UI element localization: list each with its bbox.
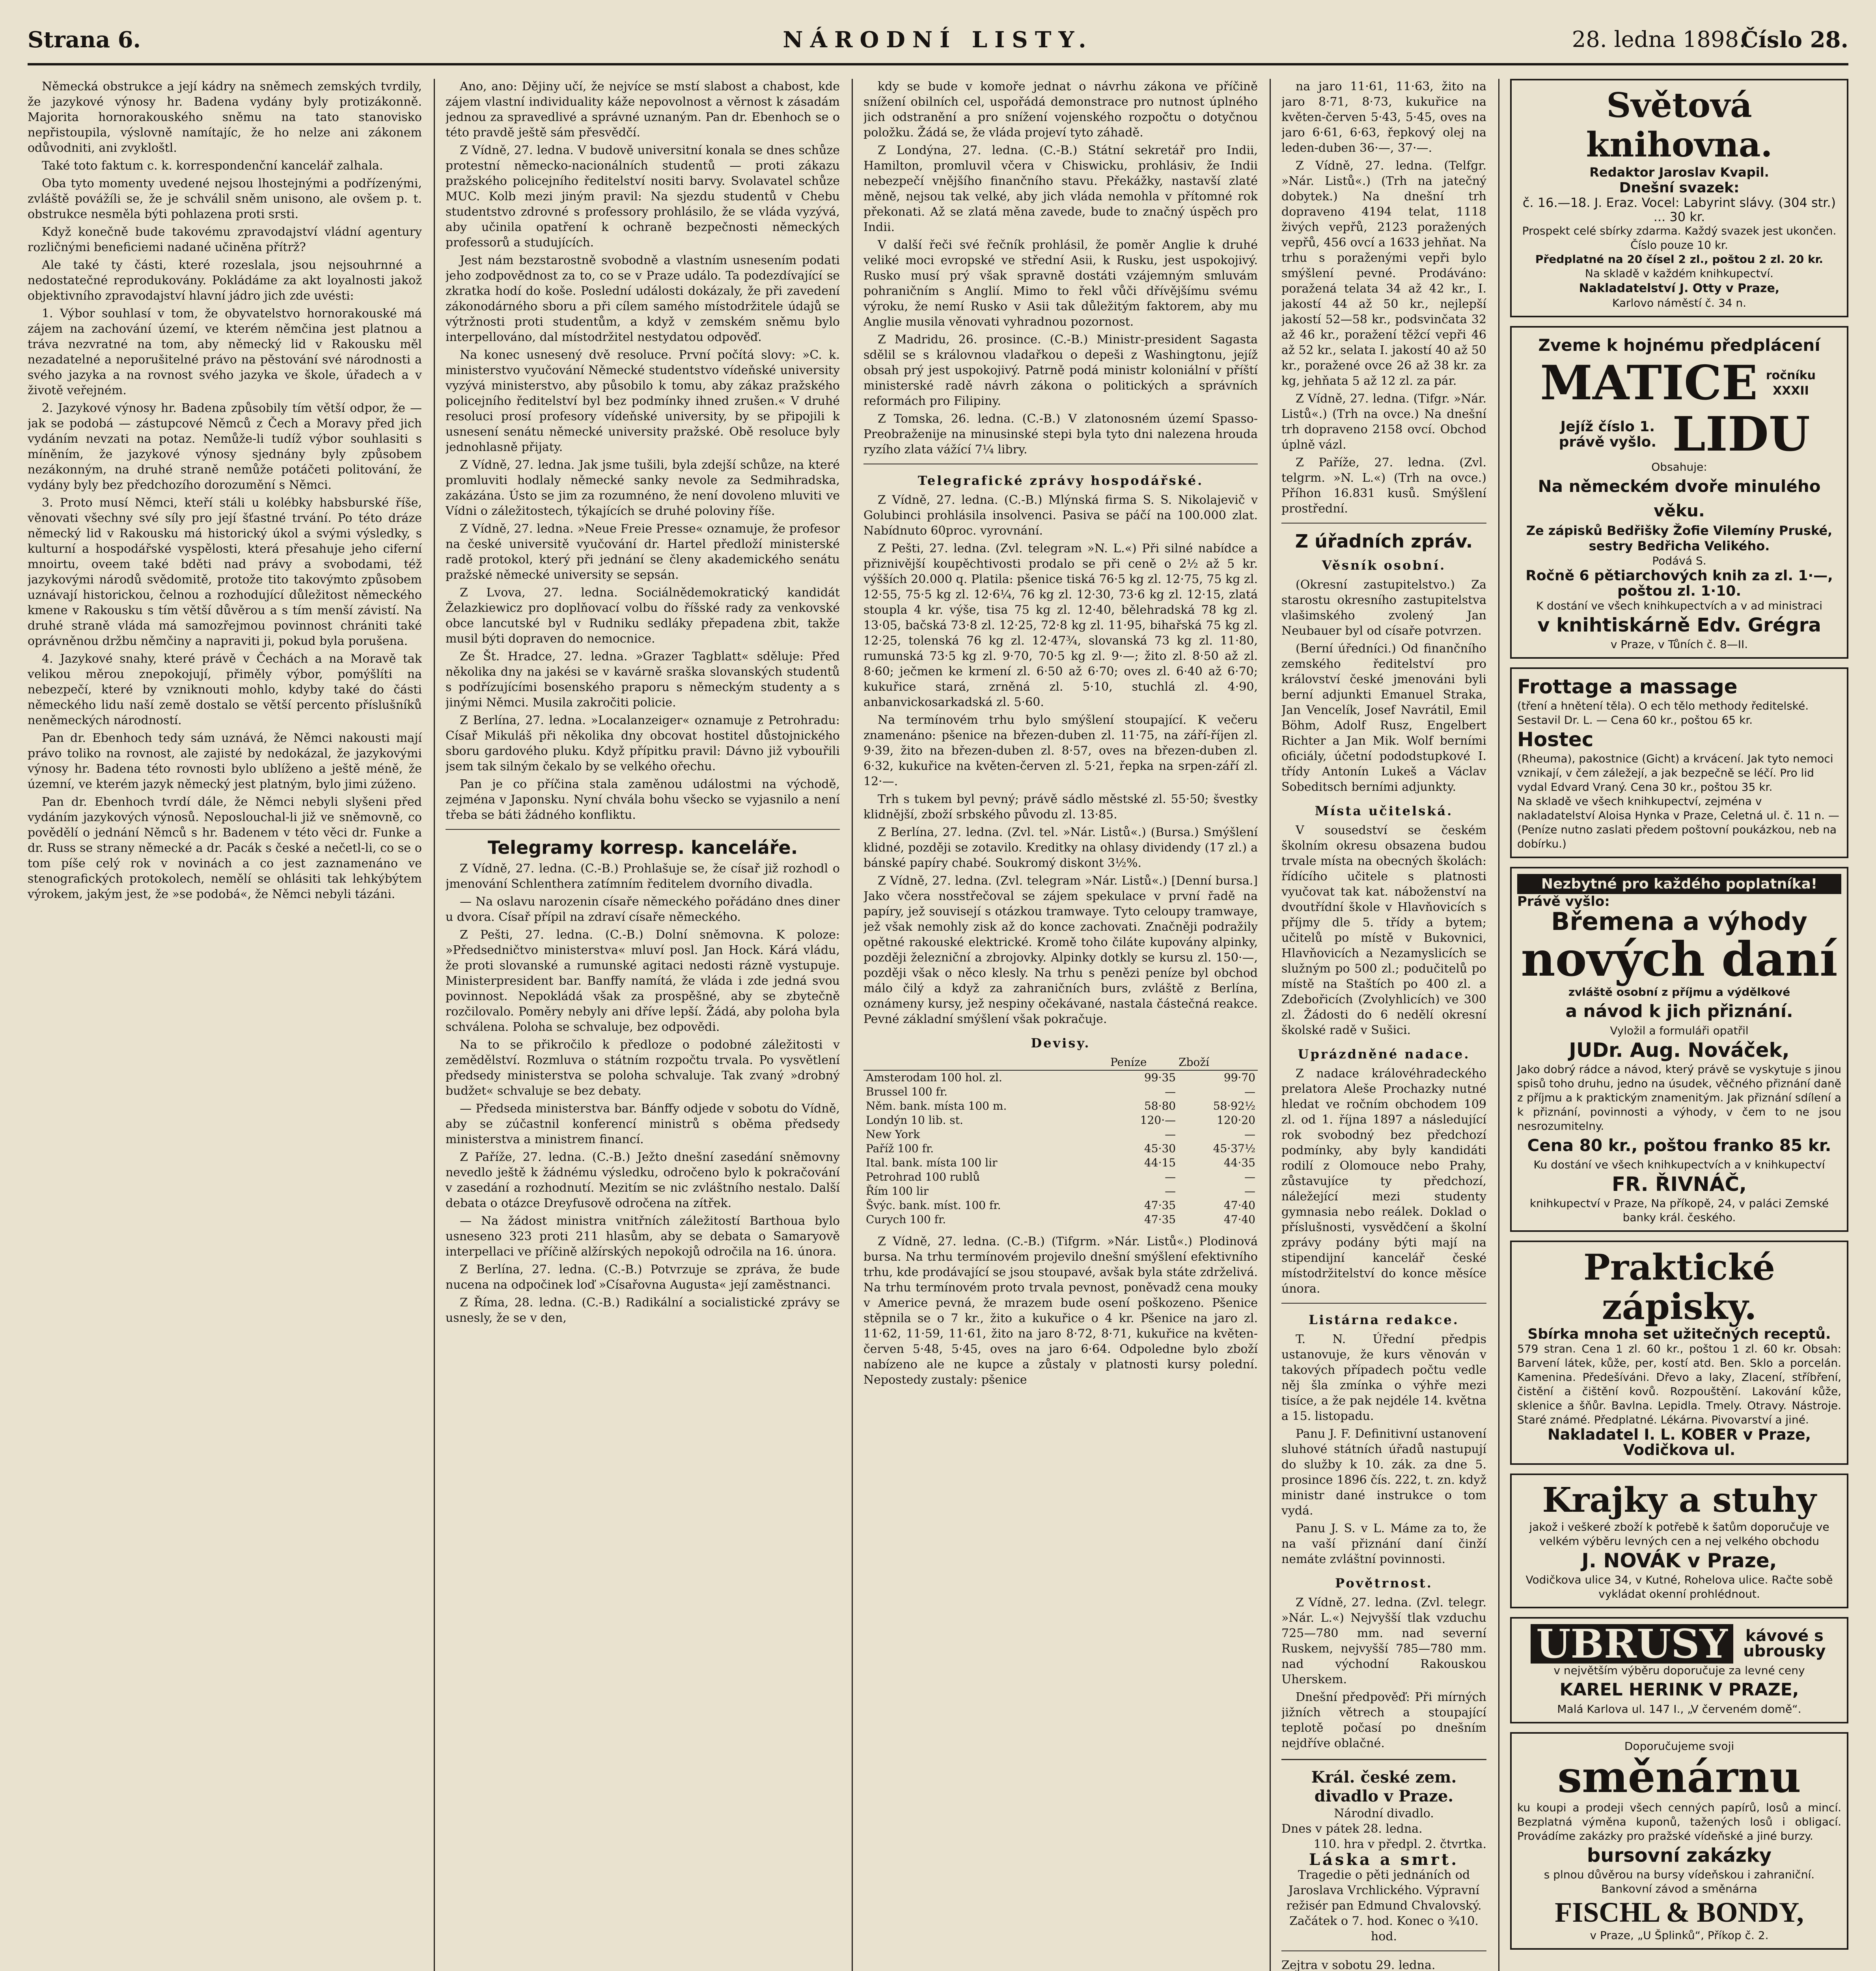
page-header bbox=[28, 20, 1848, 65]
article-paragraph: 2. Jazykové výnosy hr. Badena způsobily tím větší odpor, že — jak se podobá — zástupcové Němců z Čech a Moravy před jich vydáním nevzati na potaz. Nemůže-li tudíž výbor souhlasiti s míněním, že jazykové výnosy sjednány byly způsobem nezákonným, na druhé straně nemůže potáčeti politování, že vydány byly bez předchozího dorozumění s Němci. bbox=[28, 401, 422, 492]
table-cell: — bbox=[1165, 1085, 1176, 1098]
article-paragraph: Jest nám bezstarostně svobodně a vlastním usnesením podati jeho zodpovědnost za to, co se v Praze událo. Ta podezdívající se zkratka hodí do koše. Poslední události dokázaly, že při zavedení zákonodárného sboru a při cílem samého místodržitele údajů se výtržnosti proti studentům, a když v zemském sněmu bylo interpellováno, dal místodržitel nestydatou odpověď. bbox=[446, 253, 840, 344]
article-paragraph: Z Lvova, 27. ledna. Sociálnědemokratický kandidát Želazkiewicz pro doplňovací volbu do říšské rady za venkovské obce lancutské byl v Rudniku sedláky přepadena zbit, takže musil býti dopraven do nemocnice. bbox=[446, 586, 840, 646]
table-row bbox=[863, 1184, 1258, 1198]
article-paragraph: kdy se bude v komoře jednat o návrhu zákona ve příčině snížení obilních cel, uspořádá demonstrace pro nutnost úplného jich odstranění a pro snížení vojenského rozpočtu o dotyčnou položku. Žádá se, že vláda projeví tyto záhadě. bbox=[863, 80, 1258, 140]
table-cell: — bbox=[1244, 1085, 1255, 1098]
article-paragraph: Z Vídně, 27. ledna. (C.-B.) Mlýnská firma S. S. Nikolajevič v Golubinci prohlásila insolvenci. Pasiva se páčí na 100.000 zlat. Nabídnuto 60proc. vyrovnání. bbox=[863, 493, 1258, 538]
article-paragraph: Z Říma, 28. ledna. (C.-B.) Radikální a socialistické zprávy se usnesly, že se v den, bbox=[446, 1296, 840, 1325]
ad-contains: Obsahuje: bbox=[1651, 460, 1707, 473]
ad-title-2: nových daní bbox=[1521, 931, 1838, 987]
ad-editor: Redaktor Jaroslav Kvapil. bbox=[1589, 165, 1769, 180]
ad-matice-lidu bbox=[1510, 326, 1848, 659]
ad-new-taxes bbox=[1510, 867, 1848, 1232]
section-divider bbox=[1281, 1759, 1486, 1760]
article-paragraph: — Na oslavu narozenin císaře německého pořádáno dnes diner u dvora. Císař přípil na zdraví císaře německého. bbox=[446, 895, 840, 924]
ad-frottage-hostec bbox=[1510, 667, 1848, 858]
table-header bbox=[863, 1055, 1110, 1070]
table-cell: 47·40 bbox=[1223, 1199, 1255, 1212]
section-divider bbox=[446, 829, 840, 830]
ad-burza-sub: s plnou důvěrou na bursy vídeňskou i zahraniční. bbox=[1544, 1868, 1815, 1881]
article-paragraph: Z Vídně, 27. ledna. Jak jsme tušili, byla zdejší schůze, na které promluviti hodlaly německé sanky nevole za Sedmihradska, zakázána. Ústo se jim za rozumnéno, že není dovoleno mluviti ve Vídni o záležitostech, týkajících se druhé poloviny říše. bbox=[446, 458, 840, 518]
article-paragraph: Na termínovém trhu bylo smýšlení stoupající. K večeru znamenáno: pšenice na březen-duben zl. 11·75, na září-říjen zl. 9·39, žito na březen-duben zl. 8·57, oves na březen-duben zl. 6·32, kukuřice na květen-červen zl. 5·21, řepka na srpen-září zl. 12·—. bbox=[863, 713, 1258, 788]
article-paragraph: Pan je co příčina stala zaměnou událostmi na východě, zejména v Japonsku. Nyní chvála bohu všecko se vyjasnilo a není třeba se báti žádného konfliktu. bbox=[446, 777, 840, 822]
article-paragraph: Z Pešti, 27. ledna. (Zvl. telegram »N. L.«) Při silné nabídce a přiznivější koupěchtivosti prodalo se při ceně o 2½ až 5 kr. výšších 20.000 q. Platila: pšenice tiská 76·5 kg zl. 12·75, 75 kg zl. 12·55, 75·5 kg zl. 12·6¼, 76 kg zl. 12·30, 73·6 kg zl. 12·15, zlatá stoupla 4 kr. výše, tisa 75 kg zl. 12·40, bělehradská 78 kg zl. 13·05, bačská 73·8 zl. 12·25, 72·8 kg zl. 11·95, bihařská 75 kg zl. 12·25, tolenská 76 kg zl. 12·47¾, slovanská 73 kg zl. 11·80, rumunská 73·5 kg zl. 9·70, 70·5 kg zl. 9·—; žito zl. 8·50 až zl. 8·60; ječmen ke krmení zl. 6·50 až 6·70; oves zl. 6·40 až 6·70; kukuřice stará, zrněná zl. 5·10, stuchlá zl. 4·90, anbanvickosarkadská zl. 5·60. bbox=[863, 542, 1258, 709]
article-paragraph: Z Berlína, 27. ledna. (Zvl. tel. »Nár. Listů«.) (Bursa.) Smýšlení klidné, později se zotavilo. Kreditky na ohlasy dividendy (17 zl.) a bánské papíry chabé. Soukromý diskont 3½%. bbox=[863, 825, 1258, 870]
ad-address: Vodičkova ulice 34, v Kutné, Rohelova ulice. Račte sobě vykládat okenní prohlédnout. bbox=[1525, 1573, 1833, 1600]
theatre-description: Tragedie o pěti jednáních od Jaroslava Vrchlického. Výpravní režisér pan Edmund Chvalovský. bbox=[1286, 1868, 1482, 1913]
section-heading-market: Telegrafické zprávy hospodářské. bbox=[917, 473, 1204, 488]
ad-title-row bbox=[1517, 406, 1841, 462]
article-paragraph: Panu J. S. v L. Máme za to, že na vaší přiznání daní činží nemáte zvláštní povinnosti. bbox=[1281, 1522, 1486, 1566]
ad-address: v Praze, „U Šplinků“, Příkop č. 2. bbox=[1590, 1929, 1769, 1942]
article-paragraph: Pan dr. Ebenhoch tedy sám uznává, že Němci nakousti mají právo toliko na rovnost, ale zajisté by nedokázal, že jazykovými výnosy hr. Badena této rovnosti bylo ublíženo a ještě méně, že územní, ve kterém jazyk německý jest platným, bylo jimi zúženo. bbox=[28, 731, 422, 791]
article-paragraph: Pan dr. Ebenhoch tvrdí dále, že Němci nebyli slyšeni před vydáním jazykových výnosů. Neposlouchal-li již ve sněmovně, co povědělí o jednání Němců s hr. Badenem v této věci dr. Funke a dr. Russ se strany německé a dr. Pacák s české a nečetl-li, co se o tom píše celý rok v novinách a co jest zaznamenáno ve stenografických protokolech, nemělí se ohlásiti tak lehkýbýtem výrokem, jakým jest, že »se podobá«, že Němci nebyli tázáni. bbox=[28, 795, 422, 901]
table-cell: — bbox=[1165, 1128, 1176, 1141]
ad-now: Právě vyšlo: bbox=[1517, 894, 1610, 909]
table-row bbox=[863, 1213, 1258, 1227]
table-cell: — bbox=[1244, 1185, 1255, 1198]
ad-title: MATICE bbox=[1540, 355, 1758, 411]
theatre-day: Dnes v pátek 28. ledna. bbox=[1281, 1822, 1423, 1836]
article-paragraph: Na konec usnesený dvě resoluce. První počítá slovy: »C. k. ministerstvo vyučování Německé studentstvo vídeňské university vyzývá ministerstvo, aby působilo k tomu, aby zákaz pražského policejního ředitelství byl bez podmínky ihned zrušen.« V druhé resoluci prosí profesory vídeňské university, by se připojili k usnesení senátu německé university pražské. Obě resoluce byly jednohlasně přijaty. bbox=[446, 348, 840, 454]
article-paragraph: V sousedství se českém školním okresu obsazena budou trvale místa na obecných školách: řídícího učitele s platnosti vyučovat tak kat. náboženství na dvoutřídní škole v Hlavňovicích s příjmy dle 5. třídy a bytem; učitelů po místě v Bukovnici, Hlavňovicích a Nezamyslicích se služným po 500 zl.; podučitelů po místě na Staštích po 400 zl. a Zdebořicích (Zvolyhlicích) ve 300 zl. Žádosti do 6 nedělí okresní školské radě v Sušici. bbox=[1281, 823, 1486, 1037]
column-1 bbox=[28, 79, 422, 1971]
article-paragraph: Ano, ano: Dějiny učí, že nejvíce se mstí slabost a chabost, kde zájem vlastní individuality káže nepovolnost a věrnost k zásadám jednou za spravedlivé a správné uznaným. Pan dr. Ebenhoch se o této pravdě ještě sám přesvědčí. bbox=[446, 80, 840, 140]
article-paragraph: Z Tomska, 26. ledna. (C.-B.) V zlatonosném území Spasso-Preobraženije na minusinské stepi byla tyto dni nalezena hrouda ryzího zlata vážící 7¼ libry. bbox=[863, 412, 1258, 456]
table-cell: Curych 100 fr. bbox=[866, 1213, 946, 1226]
ad-publisher: Na skladě ve všech knihkupectví, zejména v nakladatelství Aloisa Hynka v Praze, Celetná ul. č. 11 n. — (Peníze nutno zaslati předem poštovní poukázkou, neb na dobírku.) bbox=[1517, 795, 1839, 850]
ad-description: Jako dobrý rádce a návod, který právě se vyskytuje s jinou spisů toho druhu, jedno na úsudek, věčného přiznání daně z příjmu a k praktickým znamenitým. Jak přiznání sdílení a k přiznání, povinnosti a výhody, v čem to ne jsou nesrozumitelny. bbox=[1517, 1063, 1841, 1133]
ad-issue: Jejíž číslo 1. právě vyšlo. bbox=[1559, 419, 1657, 450]
article-paragraph: V další řeči své řečník prohlásil, že poměr Anglie k druhé veliké moci evropské ve střední Asii, k Rusku, jest uspokojivý. Rusko musí prý však spravně dostáti vzájemným smluvám pohraničním s Anglií. Mimo to řekl vůči dřívějšímu svému výroku, že nemí Rusko v Asii tak důležitým faktorem, aby mu Anglie musila věnovati vyhradnou pozornost. bbox=[863, 238, 1258, 329]
ad-shop: J. NOVÁK v Praze, bbox=[1581, 1549, 1777, 1572]
table-cell: Londýn 10 lib. st. bbox=[866, 1114, 963, 1127]
ad-title: UBRUSY bbox=[1531, 1624, 1733, 1664]
table-cell: Švýc. bank. míst. 100 fr. bbox=[866, 1199, 1001, 1212]
subheading: Věsník osobní. bbox=[1322, 558, 1446, 573]
ad-title: Světová knihovna. bbox=[1586, 86, 1773, 165]
ad-title: Hostec bbox=[1517, 728, 1594, 751]
table-row bbox=[863, 1099, 1258, 1113]
ad-text: v největším výběru doporučuje za levné ceny bbox=[1553, 1664, 1805, 1677]
ad-call: Zveme k hojnému předplácení bbox=[1538, 335, 1820, 355]
table-header: Peníze bbox=[1110, 1055, 1178, 1070]
table-cell: Ital. bank. místa 100 lir bbox=[866, 1156, 998, 1169]
table-cell: 47·35 bbox=[1144, 1213, 1176, 1226]
subheading: Místa učitelská. bbox=[1315, 803, 1453, 818]
ad-title: Frottage a massage bbox=[1517, 675, 1738, 698]
page-label: Strana 6. bbox=[28, 27, 141, 53]
article-paragraph: Také toto faktum c. k. korrespondenční kancelář zalhala. bbox=[42, 159, 383, 173]
column-4 bbox=[1281, 79, 1486, 1971]
table-row bbox=[863, 1170, 1258, 1184]
table-cell: 99·70 bbox=[1223, 1071, 1255, 1084]
devisy-heading: Devisy. bbox=[1031, 1036, 1091, 1051]
column-rule bbox=[434, 79, 435, 1971]
article-paragraph: Z Pešti, 27. ledna. (C.-B.) Dolní sněmovna. K poloze: »Předsedničtvo ministerstva« mluví posl. Jan Hock. Kárá vládu, že proti slovanské a rumunské agitaci nedosti rázně vystupuje. Ministerpresident bar. Banffy namítá, že vláda i zde jedná svou povinnost. Nepokládá však za prospěšné, aby se zbytečně rozčilovalo. Poměry nebyly ani dříve lepší. Žádá, aby poloha byla schválena. Poloha se schvaluje, bez odpovědi. bbox=[446, 928, 840, 1034]
ad-prakticke-zapisky bbox=[1510, 1241, 1848, 1465]
ad-text: (tření a hnětení těla). O ech tělo methody ředitelské. Sestavil Dr. L. — Cena 60 kr., poštou 65 kr. bbox=[1517, 699, 1809, 727]
article-paragraph: Z Vídně, 27. ledna. »Neue Freie Presse« oznamuje, že profesor na české universitě vyučování dr. Hartel předloží ministerské radě protokol, který při jednání se členy akademického senátu pražské německé university se sepsán. bbox=[446, 522, 840, 582]
ad-subtitle: Sbírka mnoha set užitečných receptů. bbox=[1527, 1326, 1831, 1342]
ad-title: směnárnu bbox=[1557, 1751, 1801, 1802]
ad-svetova-knihovna bbox=[1510, 79, 1848, 317]
ad-price: Cena 80 kr., poštou franko 85 kr. bbox=[1527, 1136, 1831, 1155]
ad-text: jakož i veškeré zboží k potřebě k šatům doporučuje ve velkém výběru levných cen a nej velkého obchodu bbox=[1529, 1520, 1829, 1548]
section-heading-official: Z úřadních zpráv. bbox=[1295, 531, 1473, 552]
ad-title-2: LIDU bbox=[1672, 406, 1810, 462]
ad-ubrusy bbox=[1510, 1617, 1848, 1723]
table-cell: 47·35 bbox=[1144, 1199, 1176, 1212]
article-paragraph: Z Londýna, 27. ledna. (C.-B.) Státní sekretář pro Indii, Hamilton, promluvil včera v Chiswicku, prohlásiv, že Indii nebezpečí vnějšího finančního stavu. Překážky, nastavší zlaté měně, nejsou tak velké, aby jich vláda nemohla v přítomné rok překonati. Až se zlatá měna zavede, bude to značný úspěch pro Indii. bbox=[863, 143, 1258, 234]
theatre-performance: 110. hra v předpl. 2. čtvrtka. bbox=[1313, 1837, 1486, 1851]
ad-stock: Ku dostání ve všech knihkupectvích a v knihkupectví bbox=[1533, 1158, 1825, 1171]
article-paragraph: Z Paříže, 27. ledna. (Zvl. telgrm. »N. L.«) (Trh na ovce.) Příhon 16.831 kusů. Smýšlení prostřední. bbox=[1281, 456, 1486, 516]
ad-shop: v knihtiskárně Edv. Grégra bbox=[1537, 614, 1821, 636]
table-cell: Petrohrad 100 rublů bbox=[866, 1170, 980, 1183]
table-cell: Amsterodam 100 hol. zl. bbox=[866, 1071, 1002, 1084]
table-cell: 58·92½ bbox=[1213, 1099, 1255, 1112]
ad-title: Praktické zápisky. bbox=[1583, 1246, 1775, 1328]
ad-subtitle: kávové s ubrousky bbox=[1743, 1627, 1826, 1660]
ad-publisher: Nakladatel I. L. KOBER v Praze, Vodičkova ul. bbox=[1547, 1426, 1811, 1459]
table-cell: 58·80 bbox=[1144, 1099, 1176, 1112]
article-paragraph: Dnešní předpověď: Při mírných jižních větrech a stoupající teplotě počasí po dnešním nejdříve oblačné. bbox=[1281, 1690, 1486, 1750]
table-cell: 120·— bbox=[1140, 1114, 1176, 1127]
theatre-subtitle: Národní divadlo. bbox=[1334, 1807, 1434, 1820]
ad-intro: Doporučujeme svoji bbox=[1624, 1740, 1734, 1753]
column-rule bbox=[1498, 79, 1499, 1971]
ad-title-row bbox=[1517, 355, 1841, 411]
article-paragraph: Panu J. F. Definitivní ustanovení sluhové státních úřadů nastupují do služby k 10. zák. za dne 5. prosince 1896 čís. 222, t. zn. když ministr dané instrukce o tom vydá. bbox=[1281, 1427, 1486, 1518]
ad-year: ročníku XXXII bbox=[1766, 369, 1816, 398]
table-row bbox=[863, 1085, 1258, 1099]
ad-address: Malá Karlova ul. 147 I., „V červeném domě“. bbox=[1557, 1703, 1801, 1716]
article-paragraph: Oba tyto momenty uvedené nejsou lhostejnými a podřízenými, zvláště povážíli se, že je schválil sněm unisono, ale ovšem p. t. obstrukce nesměla býti pohlazena proti srsti. bbox=[28, 177, 422, 221]
article-paragraph: Z Vídně, 27. ledna. (Zvl. telegram »Nár. Listů«.) [Denní bursa.] Jako včera nosstřečoval se zájem spekulace v první řadě na papíry, jež souvisejí s otázkou tramwaye. Tyto celoupy tramwaye, jež však nemohly zisk až do konce zachovati. Značněji podražily opětné rakouské elektrické. Kromě toho čiláte kupovány alpinky, později železniční a zbrojovky. Alpinky dotkly se kursu zl. 150·—, později však o něco klesly. Na trhu s penězi peníze byl obchod málo čilý a když za zahraničních burs, zvláště z Berlína, oznámeny kursy, jež nespiny očekávané, nastala částečná reakce. Pevné základní smýšlení však pokračuje. bbox=[863, 874, 1258, 1026]
column-5-ads bbox=[1510, 79, 1848, 1971]
table-row bbox=[863, 1113, 1258, 1127]
article-paragraph: Z Berlína, 27. ledna. »Localanzeiger« oznamuje z Petrohradu: Císař Mikuláš při několika dny obcovat hostitel důstojnického sboru gardového pluku. Když přípitku pravil: Dávno již vybouřili jsem tak silným čekalo by se velkého ořechu. bbox=[446, 714, 840, 773]
section-divider bbox=[1281, 1303, 1486, 1304]
ad-availability: K dostání ve všech knihkupectvích a v ad ministraci bbox=[1536, 599, 1823, 612]
table-cell: Paříž 100 fr. bbox=[866, 1142, 934, 1155]
ad-banner: Nezbytné pro každého poplatníka! bbox=[1517, 874, 1841, 894]
article-paragraph: Z Vídně, 27. ledna. (Telfgr. »Nár. Listů«.) (Trh na jatečný dobytek.) Na dnešní trh dopraveno 4194 telat, 1118 živých vepřů, 2123 poražených vepřů, 456 ovcí a 1633 jehňat. Na trhu s poraženými vepři bylo smýšlení pevné. Prodáváno: poražená telata 34 až 42 kr., I. jakostí 44 až 50 kr., nejlepší jakostí 52—58 kr., podsvinčata 32 až 46 kr., poražení těžcí vepři 46 až 52 kr., selata I. jakostí 40 až 50 kr., poražené ovce 26 až 38 kr. za kg, jehňata 5 až 12 zl. za pár. bbox=[1281, 159, 1486, 388]
article-paragraph: Trh s tukem byl pevný; právě sádlo městské zl. 55·50; švestky klidnější, zboží srbského původu zl. 13·85. bbox=[863, 792, 1258, 822]
ad-title-row bbox=[1517, 1621, 1841, 1667]
ad-bank-name: FISCHL & BONDY, bbox=[1555, 1896, 1804, 1928]
table-cell: Něm. bank. místa 100 m. bbox=[866, 1099, 1007, 1112]
ad-book-sub2: Podává S. bbox=[1652, 554, 1706, 567]
article-paragraph: Z Vídně, 27. ledna. (C.-B.) (Tifgrm. »Nár. Listů«.) Plodinová bursa. Na trhu termínovém projevilo dnešní smýšlení efektivního trhu, kde prodávající se jsou stoupavé, avšak byla státe zdrželivá. Na trhu termínovém proto trvala pevnost, poněvadž cena mouky v Americe pevná, že mrazem bude osení poškozeno. Pšenice stěpnila se o 7 kr., žito a kukuřice o 4 kr. Pšenice na jaro zl. 11·62, 11·59, 11·61, žito na jaro 8·72, 8·71, kukuřice na květen-červen 5·48, 5·45, oves na jaro 6·64. Odpoledne bylo zboží nabízeno ale ne kupce a zůstaly v platnosti kursy polední. Nepostedy zustaly: pšenice bbox=[863, 1235, 1258, 1387]
table-cell: 45·37½ bbox=[1213, 1142, 1255, 1155]
article-paragraph: (Berní úředníci.) Od finančního zemského ředitelství pro království české jmenováni byli berní adjunkti Emanuel Straka, Jan Vencelík, Josef Navrátil, Emil Böhm, Adolf Rusz, Engelbert Richter a Jan Mik. Wolf berními oficiály, účetní pododstupkové I. třídy Antonín Lukeš a Václav Sobeditsch berními adjunkty. bbox=[1281, 642, 1486, 794]
column-2 bbox=[446, 79, 840, 1971]
theatre-title: Král. české zem. divadlo v Praze. bbox=[1311, 1768, 1457, 1805]
table-cell: Řím 100 lir bbox=[866, 1185, 929, 1198]
article-paragraph: Na to se přikročilo k předloze o podobné záležitosti v zemědělství. Rozmluva o státním rozpočtu trvala. Po vysvětlení předsedy ministerstva se poloha schvaluje. Tak zvaný »drobný budžet« schvaluje se bez debaty. bbox=[446, 1038, 840, 1098]
ad-shop-address: v Praze, v Tůních č. 8—II. bbox=[1610, 638, 1748, 651]
table-cell: Brussel 100 fr. bbox=[866, 1085, 948, 1098]
table-header-row bbox=[863, 1055, 1258, 1070]
table-cell: 99·35 bbox=[1144, 1071, 1176, 1084]
table-row bbox=[863, 1142, 1258, 1156]
column-rule bbox=[1270, 79, 1271, 1971]
ad-text: 579 stran. Cena 1 zl. 60 kr., poštou 1 zl. 60 kr. Obsah: Barvení látek, kůže, per, kostí atd. Ben. Sklo a porcelán. Kamenina. Předešíváni. Dřevo a laky, Zlacení, stříbření, čistění a čištění kovů. Rozpouštění. Lakování kůže, sklenice a šňůr. Bavlna. Lepidla. Tmely. Otravy. Nástroje. Staré známé. Předplatné. Lékárna. Pivovarství a jiné. bbox=[1517, 1342, 1841, 1426]
devisy-table bbox=[863, 1055, 1258, 1227]
newspaper-page bbox=[28, 20, 1848, 1971]
ad-text: (Rheuma), pakostnice (Gicht) a krvácení. Jak tyto nemoci vznikají, v čem záležejí, a jak bezpečně se léčí. Pro lid vydal Edvard Vraný. Cena 30 kr., poštou 35 kr. bbox=[1517, 752, 1833, 794]
article-paragraph: na jaro 11·61, 11·63, žito na jaro 8·71, 8·73, kukuřice na květen-červen 5·43, 5·45, oves na jaro 6·61, 6·63, řepkový olej na leden-duben 36·—, 37·—. bbox=[1281, 80, 1486, 155]
section-heading-editorial: Listárna redakce. bbox=[1309, 1312, 1459, 1327]
table-header: Zboží bbox=[1178, 1055, 1258, 1070]
article-paragraph: 1. Výbor souhlasí v tom, že obyvatelstvo hornorakouské má zájem na zachování území, ve kterém němčina jest platnou a tráva nezvratné na tom, aby německý lid v Rakousku měl nezadatelné a neporušitelné právo na pěstování své národnosti a svého jazyka a na rovnost svého jazyka ve škole, úřadech a v životě veřejném. bbox=[28, 307, 422, 397]
ad-publisher: Nakladatelství J. Otty v Praze, bbox=[1579, 281, 1780, 295]
article-paragraph: — Na žádost ministra vnitřních záležitostí Barthoua bylo usneseno 323 proti 211 hlasům, aby se debata o Samaryově interpellaci ve příčině alžírských nepokojů odročila na 16. února. bbox=[446, 1214, 840, 1259]
ad-author-intro: Vyložil a formuláři opatřil bbox=[1610, 1024, 1749, 1037]
ad-smenarna bbox=[1510, 1732, 1848, 1950]
ad-text: ku koupi a prodeji všech cenných papírů, losů a mincí. Bezplatná výměna kuponů, tažených losů i obligací. Provádíme zakázky pro pražské vídeňské a jiné burzy. bbox=[1517, 1801, 1841, 1842]
ad-title: Krajky a stuhy bbox=[1542, 1480, 1816, 1520]
table-cell: 44·35 bbox=[1223, 1156, 1255, 1169]
article-paragraph: Ze Št. Hradce, 27. ledna. »Grazer Tagblatt« sděluje: Před několika dny na jakési se v kavárně sraška slovanských studentů s podřízujícími bosenského praporu s německým studenty a s jinými Němci. Musila zakročiti policie. bbox=[446, 650, 840, 710]
ad-stock: Na skladě v každém knihkupectví. bbox=[1585, 267, 1774, 280]
theatre-play: Láska a smrt. bbox=[1309, 1850, 1459, 1869]
table-cell: 47·40 bbox=[1223, 1213, 1255, 1226]
ad-book-title: Na německém dvoře minulého věku. bbox=[1538, 477, 1821, 520]
ad-text-2: a návod k jich přiznání. bbox=[1565, 1001, 1793, 1021]
theatre-listing bbox=[1281, 1768, 1486, 1971]
article-paragraph: 3. Proto musí Němci, kteří stáli u kolébky habsburské říše, věnovati všechny své síly pro její šťastné trvání. Po této dráze německý lid v Rakousku má historický úkol a svými výsledky, s kulturní a hospodářské vyspělosti, která přesahuje jeho cifernı́ mnoirtu, oveem také bděti nad právy a svobodami, též jazykovými národů svědomitě, protože tito takovýmto způsobem uznávají historickou, čelnou a rozhodující důležitost německého kmene v Rakousku s tím větší důvěrou a s tím menší závistí. Na druhé straně vláda má samozřejmou povinnost chrániti také oprávněnou držbu němčiny a napraviti ji, pokud byla porušena. bbox=[28, 496, 422, 648]
article-paragraph: Z Vídně, 27. ledna. (C.-B.) Prohlašuje se, že císař již rozhodl o jmenování Schlenthera zatímním ředitelem dvorního divadla. bbox=[446, 862, 840, 891]
theatre-day: Zejtra v sobotu 29. ledna. bbox=[1281, 1958, 1436, 1971]
article-paragraph: Z Berlína, 27. ledna. (C.-B.) Potvrzuje se zpráva, že bude nucena na odpočinek loď »Císařovna Augusta« její zaměstnanci. bbox=[446, 1263, 840, 1292]
ad-note: Prospekt celé sbírky zdarma. Každý svazek jest ukončen. Číslo pouze 10 kr. bbox=[1522, 224, 1837, 251]
ad-address: Karlovo náměstí č. 34 n. bbox=[1612, 296, 1747, 309]
article-paragraph: Z nadace královéhradeckého prelatora Aleše Prochazky nutné hledat ve ročním obchodem 109 zl. od 1. října 1897 a následující rok svobodný bez předchozí podmínky, aby byly kandidáti rodilí z Olomouce nebo Prahy, zůstavujíce ty předchozí, náležející mezi studenty gymnasia nebo reálek. Doklad o příslušnosti, vysvědčení a školní zprávy podány býti mají na stipendijní kancelář české místodržitelství do konce měsíce února. bbox=[1281, 1067, 1486, 1296]
ad-krajky bbox=[1510, 1474, 1848, 1608]
table-cell: — bbox=[1165, 1185, 1176, 1198]
ad-title: Břemena a výhody bbox=[1551, 907, 1807, 936]
ad-author: JUDr. Aug. Nováček, bbox=[1569, 1039, 1790, 1062]
table-row bbox=[863, 1198, 1258, 1213]
table-cell: 120·20 bbox=[1217, 1114, 1255, 1127]
article-paragraph: 4. Jazykové snahy, které právě v Čechách a na Moravě tak velikou měrou znepokojují, přiměly výbor, pomýšlíti na nebezpečí, které by vzniknouti mohlo, kdyby také do části německého lidu naší země dostalo se větší percento příslušníků neněmeckých národností. bbox=[28, 652, 422, 727]
ad-book-sub: Ze zápisků Bedřišky Žofie Vilemíny Pruské, sestry Bedřicha Velikého. bbox=[1526, 523, 1833, 553]
article-paragraph: — Předseda ministerstva bar. Bánffy odjede v sobotu do Vídně, aby se zúčastnil konferencí ministrů s oběma předsedy ministerstva a ministrem financí. bbox=[446, 1102, 840, 1146]
newspaper-title: NÁRODNÍ LISTY. bbox=[783, 27, 1093, 53]
ad-burza: bursovní zakázky bbox=[1587, 1844, 1772, 1867]
ad-shop: KAREL HERINK V PRAZE, bbox=[1559, 1680, 1799, 1700]
ad-price: Ročně 6 pětiarchových knih za zl. 1·—, poštou zl. 1·10. bbox=[1525, 568, 1833, 599]
article-paragraph: T. N. Úřední předpis ustanovuje, že kurs věnován v takových případech počtu vedle něj šla zmínka o výhře mezi tisíce, a že pak nejdéle 14. května a 15. listopadu. bbox=[1281, 1332, 1486, 1423]
article-paragraph: (Okresní zastupitelstvo.) Za starostu okresního zastupitelstva vlašimského zvolený Jan Neubauer byl od císaře potvrzen. bbox=[1281, 578, 1486, 638]
article-paragraph: Z Vídně, 27. ledna. V budově universitní konala se dnes schůze protestní německo-nacionálních studentů — proti zákazu pražského policejního ředitelství nositi barvy. Svolavatel schůze MUC. Kolb mezi jiným pravil: Na sjezdu studentů v Chebu studentstvo zdrovné s professory prohlásilo, že se vláda vyzývá, aby učinila opatření k ochraně bezpečnosti německých professorů a studujících. bbox=[446, 143, 840, 250]
issue-date: 28. ledna 1898. bbox=[1572, 27, 1746, 52]
ad-bank: Bankovní závod a směnárna bbox=[1601, 1882, 1757, 1895]
ad-shop-address: knihkupectví v Praze, Na příkopě, 24, v paláci Zemské banky král. českého. bbox=[1529, 1197, 1829, 1224]
ad-subscription: Předplatné na 20 čísel 2 zl., poštou 2 zl. 20 kr. bbox=[1535, 253, 1824, 266]
column-3 bbox=[863, 79, 1258, 1971]
ad-shop: FR. ŘIVNÁČ, bbox=[1611, 1173, 1747, 1196]
ad-text: zvláště osobní z příjmu a výdělkové bbox=[1568, 986, 1790, 999]
table-cell: — bbox=[1165, 1170, 1176, 1183]
subheading: Uprázdněné nadace. bbox=[1298, 1047, 1470, 1062]
article-paragraph: Ale také ty části, které rozeslala, jsou nejsouhrnné a nedostatečné reprodukovány. Pokládáme za akt loyalnosti jakož objektivního zpravodajství hlavní jádro jich zde uvésti: bbox=[28, 258, 422, 303]
issue-number: Číslo 28. bbox=[1741, 27, 1848, 53]
table-row bbox=[863, 1070, 1258, 1085]
table-cell: 44·15 bbox=[1144, 1156, 1176, 1169]
article-paragraph: Z Vídně, 27. ledna. (Zvl. telegr. »Nár. L.«) Nejvyšší tlak vzduchu 725—780 mm. nad severní Ruskem, nejvyšší 785—780 mm. nad východní Rakouskou Uherskem. bbox=[1281, 1596, 1486, 1686]
section-heading-weather: Povětrnost. bbox=[1335, 1576, 1433, 1591]
article-paragraph: Z Paříže, 27. ledna. (C.-B.) Ježto dnešní zasedání sněmovny nevedlo ještě k žádnému výsledku, odročeno bylo k pokračování v zasedání a rozhodnutí. Mezitím se nic zvláštního nestalo. Další debata o otázce Dreyfusově odročena na zítřek. bbox=[446, 1150, 840, 1210]
theatre-time: Začátek o 7. hod. Konec o ¾10. hod. bbox=[1289, 1914, 1479, 1943]
table-cell: — bbox=[1244, 1128, 1255, 1141]
article-paragraph: Z Vídně, 27. ledna. (Tifgr. »Nár. Listů«.) (Trh na ovce.) Na dnešní trh dopraveno 2158 ovcí. Obchod úplně vázl. bbox=[1281, 392, 1486, 452]
table-row bbox=[863, 1156, 1258, 1170]
table-cell: New York bbox=[866, 1128, 920, 1141]
ad-subtitle: Dnešní svazek: bbox=[1619, 180, 1740, 196]
article-paragraph: Z Madridu, 26. prosince. (C.-B.) Ministr-president Sagasta sdělil se s královnou vladařkou o depeši z Washingtonu, jejíž obsah prý jest uspokojivý. Patrně podá ministr koloniální v příští ministerské radě návrh zákona o politických a správních reformách pro Filipiny. bbox=[863, 333, 1258, 408]
table-cell: 45·30 bbox=[1144, 1142, 1176, 1155]
table-cell: — bbox=[1244, 1170, 1255, 1183]
table-row bbox=[863, 1127, 1258, 1142]
column-rule bbox=[852, 79, 853, 1971]
ad-item: č. 16.—18. J. Eraz. Vocel: Labyrint slávy. (304 str.) ... 30 kr. bbox=[1522, 195, 1836, 224]
section-heading-telegrams: Telegramy korresp. kanceláře. bbox=[487, 837, 798, 858]
article-paragraph: Když konečně bude takovému zpravodajství vládní agentury rozličnými beneficiemi nadané učiněna přítrž? bbox=[28, 225, 422, 254]
article-paragraph: Německá obstrukce a její kádry na sněmech zemských tvrdily, že jazykové výnosy hr. Badena vydány byly protizákonně. Majorita hornorakouského sněmu na tato stanovisko nepřistoupila, výslovně namítajíc, že ho nelze ani zákonem odůvodniti, ani zvykloštl. bbox=[28, 80, 422, 155]
